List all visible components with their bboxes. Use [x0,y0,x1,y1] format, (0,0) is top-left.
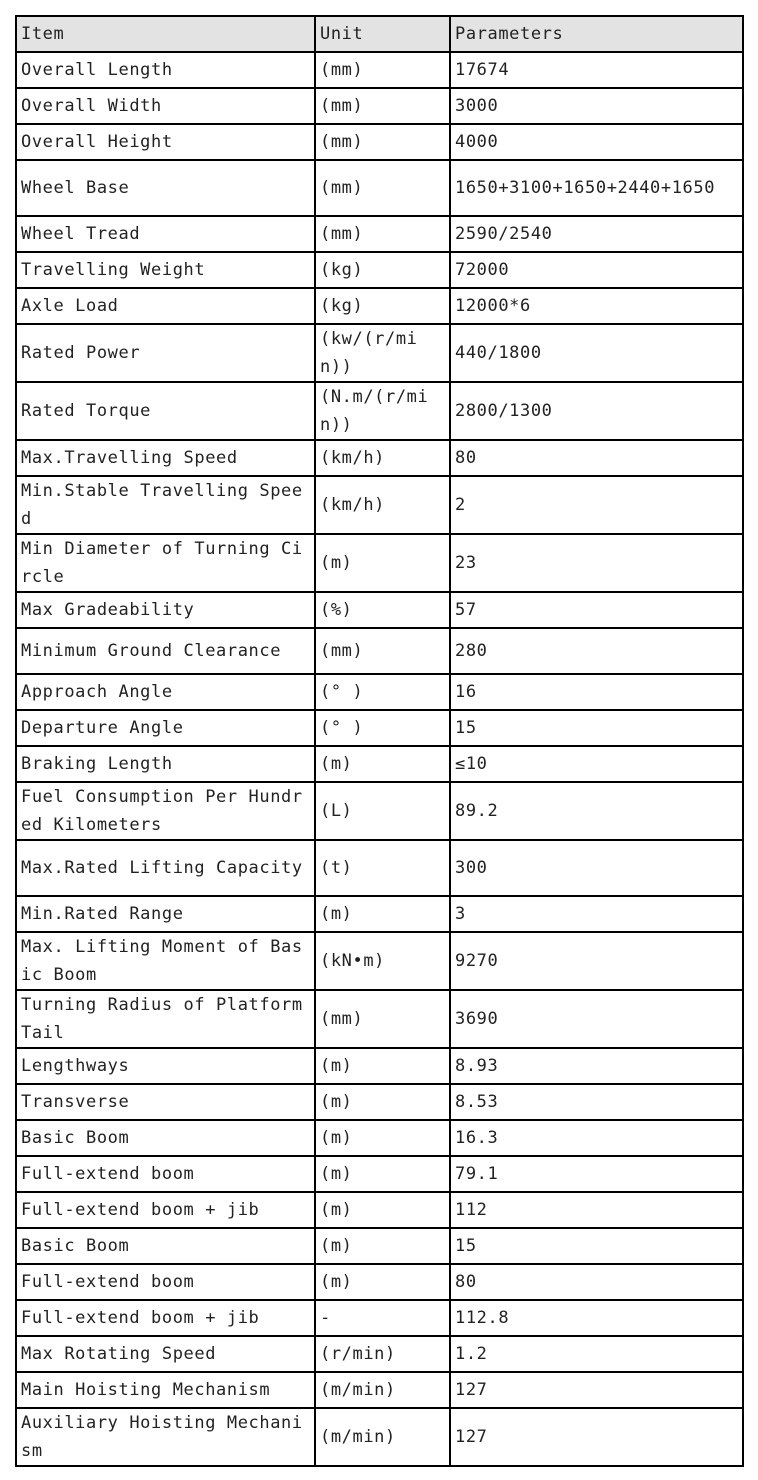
parameter-cell: ≤10 [450,746,743,782]
unit-cell: (kw/(r/min)) [315,324,450,382]
parameter-cell: 280 [450,628,743,674]
table-row [16,710,743,746]
unit-cell: (%) [315,592,450,628]
item-cell: Min.Rated Range [16,896,315,932]
parameter-cell: 300 [450,840,743,896]
table-row [16,1192,743,1228]
item-cell: Minimum Ground Clearance [16,628,315,674]
unit-cell: (N.m/(r/min)) [315,382,450,440]
unit-cell: (m) [315,1048,450,1084]
parameter-cell: 127 [450,1372,743,1408]
item-cell: Turning Radius of Platform Tail [16,990,315,1048]
parameter-cell: 17674 [450,52,743,88]
parameter-cell: 8.53 [450,1084,743,1120]
unit-cell: (mm) [315,628,450,674]
spec-table [15,15,744,1467]
parameter-cell: 112 [450,1192,743,1228]
table-row [16,534,743,592]
parameter-cell: 80 [450,440,743,476]
item-cell: Fuel Consumption Per Hundred Kilometers [16,782,315,840]
parameter-cell: 1.2 [450,1336,743,1372]
item-cell: Max Gradeability [16,592,315,628]
parameter-cell: 127 [450,1408,743,1466]
unit-cell: (L) [315,782,450,840]
item-cell: Approach Angle [16,674,315,710]
item-cell: Main Hoisting Mechanism [16,1372,315,1408]
item-cell: Max.Rated Lifting Capacity [16,840,315,896]
unit-cell: (m) [315,1264,450,1300]
item-cell: Basic Boom [16,1120,315,1156]
unit-cell: (m/min) [315,1408,450,1466]
table-row [16,160,743,216]
table-row [16,990,743,1048]
table-row [16,746,743,782]
item-cell: Full-extend boom [16,1156,315,1192]
item-cell: Lengthways [16,1048,315,1084]
item-cell: Departure Angle [16,710,315,746]
unit-cell: (mm) [315,88,450,124]
item-cell: Max. Lifting Moment of Basic Boom [16,932,315,990]
parameter-cell: 89.2 [450,782,743,840]
table-row [16,124,743,160]
item-cell: Auxiliary Hoisting Mechanism [16,1408,315,1466]
unit-cell: (m) [315,1228,450,1264]
parameter-cell: 3690 [450,990,743,1048]
parameter-cell: 15 [450,710,743,746]
unit-cell: (m) [315,1156,450,1192]
parameter-cell: 4000 [450,124,743,160]
header-row [16,16,743,52]
table-row [16,782,743,840]
header-item: Item [16,16,315,52]
table-row [16,324,743,382]
unit-cell: (m) [315,1084,450,1120]
parameter-cell: 2590/2540 [450,216,743,252]
table-header [16,16,743,52]
parameter-cell: 3000 [450,88,743,124]
table-row [16,1228,743,1264]
unit-cell: (km/h) [315,440,450,476]
item-cell: Min.Stable Travelling Speed [16,476,315,534]
parameter-cell: 23 [450,534,743,592]
table-row [16,1084,743,1120]
unit-cell: (m) [315,534,450,592]
unit-cell: (mm) [315,990,450,1048]
item-cell: Max Rotating Speed [16,1336,315,1372]
parameter-cell: 3 [450,896,743,932]
item-cell: Overall Length [16,52,315,88]
parameter-cell: 16.3 [450,1120,743,1156]
item-cell: Overall Height [16,124,315,160]
parameter-cell: 57 [450,592,743,628]
parameter-cell: 8.93 [450,1048,743,1084]
parameter-cell: 2 [450,476,743,534]
table-row [16,476,743,534]
parameter-cell: 80 [450,1264,743,1300]
item-cell: Transverse [16,1084,315,1120]
item-cell: Wheel Tread [16,216,315,252]
table-row [16,1336,743,1372]
table-row [16,1264,743,1300]
parameter-cell: 72000 [450,252,743,288]
item-cell: Min Diameter of Turning Circle [16,534,315,592]
table-row [16,896,743,932]
item-cell: Wheel Base [16,160,315,216]
unit-cell: (t) [315,840,450,896]
unit-cell: (m) [315,1120,450,1156]
unit-cell: (° ) [315,674,450,710]
item-cell: Full-extend boom [16,1264,315,1300]
unit-cell: (kg) [315,288,450,324]
table-row [16,252,743,288]
table-row [16,1048,743,1084]
unit-cell: - [315,1300,450,1336]
unit-cell: (m) [315,746,450,782]
table-row [16,440,743,476]
table-row [16,1120,743,1156]
item-cell: Full-extend boom + jib [16,1192,315,1228]
header-unit: Unit [315,16,450,52]
unit-cell: (m/min) [315,1372,450,1408]
parameter-cell: 112.8 [450,1300,743,1336]
item-cell: Basic Boom [16,1228,315,1264]
parameter-cell: 12000*6 [450,288,743,324]
table-row [16,628,743,674]
table-row [16,1372,743,1408]
unit-cell: (mm) [315,52,450,88]
table-row [16,1408,743,1466]
item-cell: Full-extend boom + jib [16,1300,315,1336]
parameter-cell: 2800/1300 [450,382,743,440]
table-row [16,1300,743,1336]
table-row [16,88,743,124]
table-row [16,382,743,440]
item-cell: Axle Load [16,288,315,324]
table-row [16,674,743,710]
unit-cell: (m) [315,896,450,932]
parameter-cell: 16 [450,674,743,710]
table-row [16,52,743,88]
item-cell: Travelling Weight [16,252,315,288]
unit-cell: (° ) [315,710,450,746]
table-row [16,840,743,896]
item-cell: Rated Power [16,324,315,382]
unit-cell: (m) [315,1192,450,1228]
unit-cell: (r/min) [315,1336,450,1372]
table-row [16,1156,743,1192]
item-cell: Max.Travelling Speed [16,440,315,476]
parameter-cell: 15 [450,1228,743,1264]
parameter-cell: 9270 [450,932,743,990]
table-row [16,592,743,628]
table-row [16,288,743,324]
parameter-cell: 1650+3100+1650+2440+1650 [450,160,743,216]
unit-cell: (kg) [315,252,450,288]
header-parameters: Parameters [450,16,743,52]
item-cell: Overall Width [16,88,315,124]
unit-cell: (km/h) [315,476,450,534]
item-cell: Braking Length [16,746,315,782]
table-row [16,932,743,990]
item-cell: Rated Torque [16,382,315,440]
table-row [16,216,743,252]
parameter-cell: 79.1 [450,1156,743,1192]
table-body [16,52,743,1466]
unit-cell: (mm) [315,124,450,160]
unit-cell: (kN•m) [315,932,450,990]
parameter-cell: 440/1800 [450,324,743,382]
unit-cell: (mm) [315,160,450,216]
unit-cell: (mm) [315,216,450,252]
